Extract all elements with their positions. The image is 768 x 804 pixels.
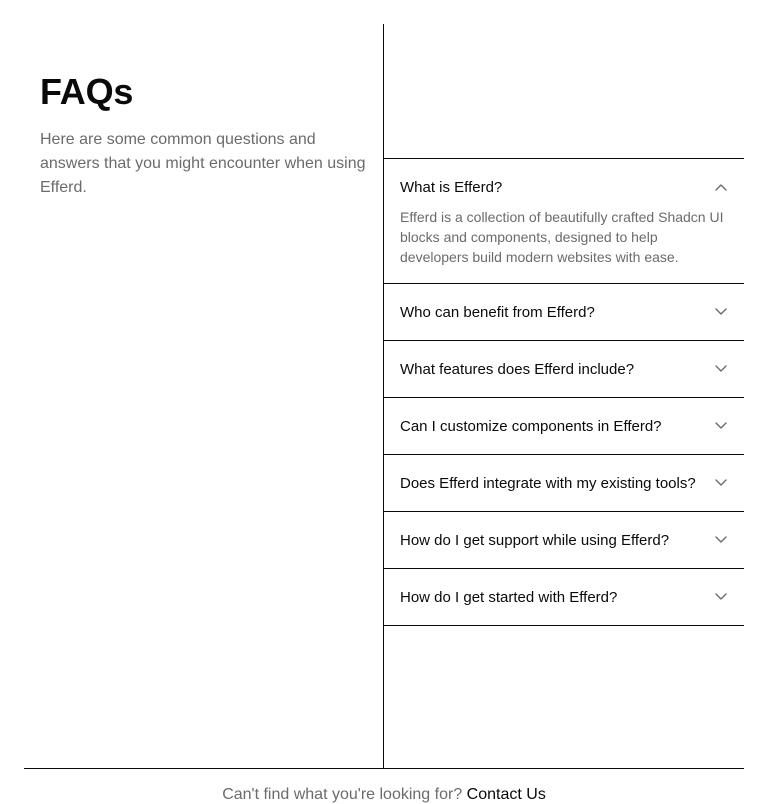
- faq-trigger[interactable]: [384, 341, 744, 397]
- chevron-up-icon: [714, 180, 728, 194]
- faq-question: Can I customize components in Efferd?: [400, 417, 662, 435]
- faq-trigger[interactable]: [384, 569, 744, 625]
- chevron-down-icon: [714, 419, 728, 433]
- contact-us-link[interactable]: Contact Us: [466, 786, 546, 803]
- page-title: FAQs: [40, 71, 134, 112]
- faq-intro: [40, 72, 375, 200]
- faq-item: [384, 455, 744, 512]
- faq-answer: Efferd is a collection of beautifully crafted Shadcn UI blocks and components, designed to help developers build modern websites with ease.: [400, 209, 724, 265]
- faq-question: Does Efferd integrate with my existing tools?: [400, 474, 696, 492]
- faq-item: [384, 569, 744, 626]
- faq-question: What features does Efferd include?: [400, 360, 635, 378]
- faq-question: What is Efferd?: [400, 178, 503, 196]
- footer-text: Can't find what you're looking for?: [222, 786, 463, 803]
- footer-note: [0, 786, 768, 804]
- chevron-down-icon: [714, 590, 728, 604]
- faq-trigger[interactable]: [384, 398, 744, 454]
- faq-accordion: [384, 158, 744, 626]
- faq-item: [384, 341, 744, 398]
- faq-question: How do I get started with Efferd?: [400, 588, 618, 606]
- faq-question: How do I get support while using Efferd?: [400, 531, 670, 549]
- faq-item: [384, 398, 744, 455]
- faq-trigger[interactable]: [384, 512, 744, 568]
- faq-item: [384, 512, 744, 569]
- chevron-down-icon: [714, 362, 728, 376]
- chevron-down-icon: [714, 305, 728, 319]
- faq-trigger[interactable]: [384, 455, 744, 511]
- chevron-down-icon: [714, 533, 728, 547]
- faq-question: Who can benefit from Efferd?: [400, 303, 595, 321]
- faq-item: [384, 284, 744, 341]
- faq-trigger[interactable]: [384, 284, 744, 340]
- faq-item: [384, 159, 744, 284]
- faq-section: [24, 24, 744, 769]
- chevron-down-icon: [714, 476, 728, 490]
- page-subtitle: Here are some common questions and answers that you might encounter when using Efferd.: [40, 131, 366, 196]
